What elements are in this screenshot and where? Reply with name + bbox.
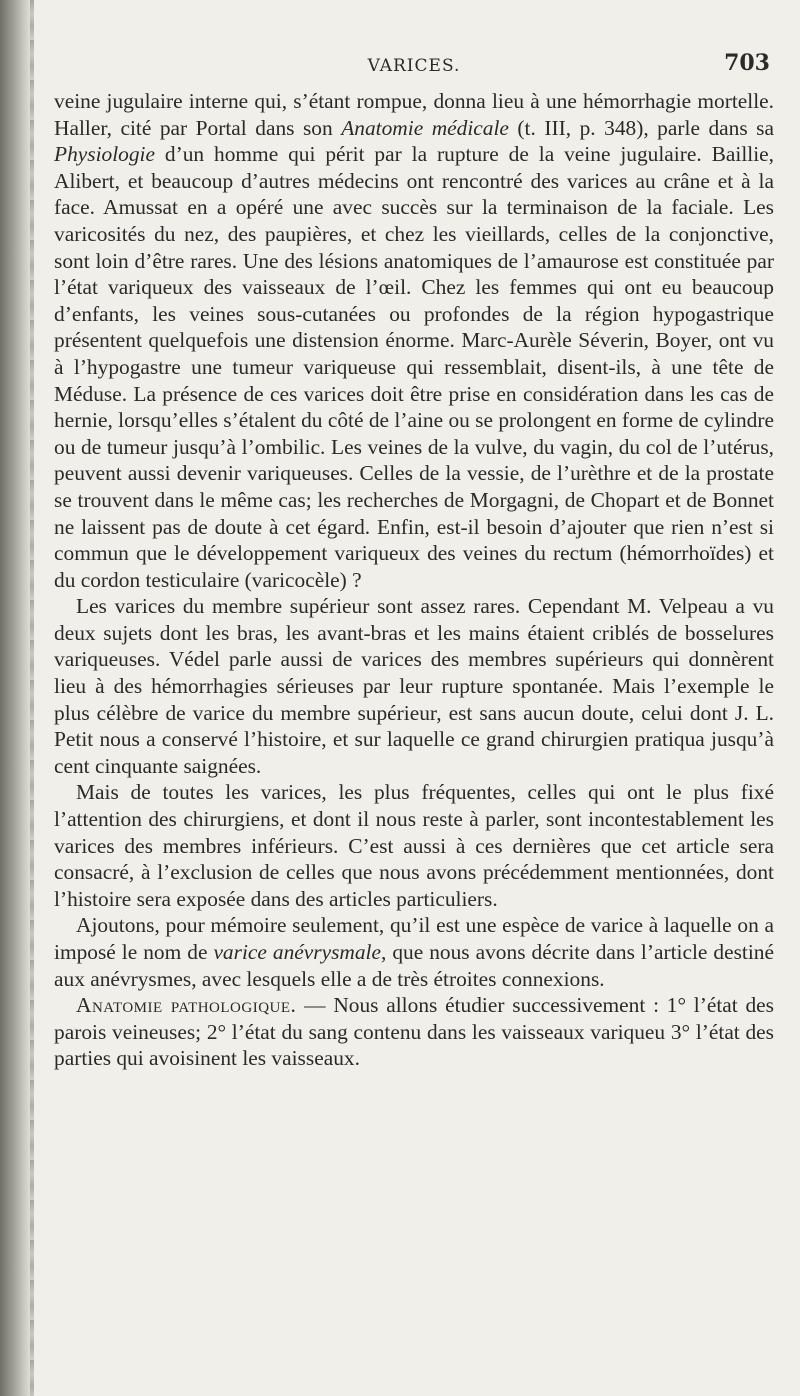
running-title: VARICES.	[367, 56, 461, 76]
body-text	[54, 88, 774, 1072]
paragraph-2: Les varices du membre supérieur sont assez rares. Cependant M. Velpeau a vu deux sujets dont les bras, les avant-bras et les mains étaient criblés de bosselures variqueuses. Védel parle aussi de varices des membres supérieurs qui donnèrent lieu à des hémorrhagies sérieuses par leur rupture spontanée. Mais l’exemple le plus célèbre de varice du membre supérieur, est sans aucun doute, celui dont J. L. Petit nous a conservé l’histoire, et sur laquelle ce grand chirurgien pratiqua jusqu’à cent cinquante saignées.	[54, 594, 774, 778]
italic-title-anatomie: Anatomie médicale	[341, 115, 509, 140]
book-page	[54, 50, 774, 1072]
page-number: 703	[724, 50, 770, 76]
paragraph-5: Anatomie pathologique. — Nous allons étudier successivement : 1° l’état des parois veineuses; 2° l’état du sang contenu dans les vaisseaux variqueu 3° l’état des parties qui avoisinent les vaisseaux.	[54, 993, 774, 1071]
book-binding-edge	[0, 0, 34, 1396]
paragraph-3: Mais de toutes les varices, les plus fréquentes, celles qui ont le plus fixé l’attention des chirurgiens, et dont il nous reste à parler, sont incontestablement les varices des membres inférieurs. C’est aussi à ces dernières que cet article sera consacré, à l’exclusion de celles que nous avons précédemment mentionnées, dont l’histoire sera exposée dans des articles particuliers.	[54, 780, 774, 911]
binding-shadow	[30, 0, 34, 1396]
paragraph-1: veine jugulaire interne qui, s’étant rompue, donna lieu à une hémorrhagie mortelle. Haller, cité par Portal dans son Anatomie médicale (t. III, p. 348), parle dans sa Physiologie d’un homme qui périt par la rupture de la veine jugulaire. Baillie, Alibert, et beaucoup d’autres médecins ont rencontré des varices au crâne et à la face. Amussat en a opéré une avec succès sur la terminaison de la faciale. Les varicosités du nez, des paupières, et chez les vieillards, celles de la conjonctive, sont loin d’être rares. Une des lésions anatomiques de l’amaurose est constituée par l’état variqueux des vaisseaux de l’œil. Chez les femmes qui ont eu beaucoup d’enfants, les veines sous-cutanées ou profondes de la région hypogastrique présentent quelquefois une distension énorme. Marc-Aurèle Séverin, Boyer, ont vu à l’hypogastre une tumeur variqueuse qui ressemblait, disent-ils, à une tête de Méduse. La présence de ces varices doit être prise en considération dans les cas de hernie, lorsqu’elles s’étalent du côté de l’aine ou se prolongent en forme de cylindre ou de tumeur jusqu’à l’ombilic. Les veines de la vulve, du vagin, du col de l’utérus, peuvent aussi devenir variqueuses. Celles de la vessie, de l’urèthre et de la prostate se trouvent dans le même cas; les recherches de Morgagni, de Chopart et de Bonnet ne laissent pas de doute à cet égard. Enfin, est-il besoin d’ajouter que rien n’est si commun que le développement variqueux des veines du rectum (hémorrhoïdes) et du cordon testiculaire (varicocèle) ?	[54, 89, 774, 592]
italic-term-varice: varice anévrysmale	[213, 940, 381, 964]
section-heading: Anatomie pathologique.	[76, 993, 297, 1018]
italic-title-physiologie: Physiologie	[54, 142, 155, 167]
page-header	[54, 50, 774, 90]
paragraph-4: Ajoutons, pour mémoire seulement, qu’il est une espèce de varice à laquelle on a imposé le nom de varice anévrysmale, que nous avons décrite dans l’article destiné aux anévrysmes, avec lesquels elle a de très étroites connexions.	[54, 913, 774, 991]
